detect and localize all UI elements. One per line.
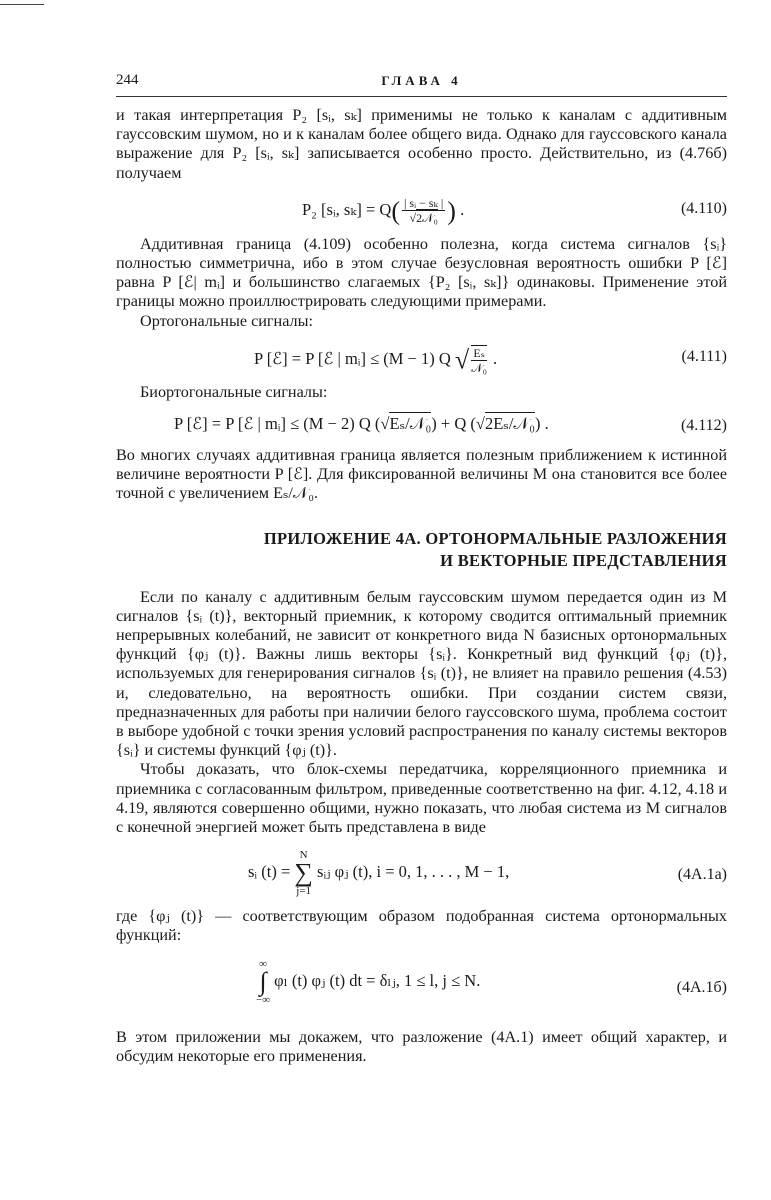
equation-4-112: P [ℰ] = P [ℰ | mᵢ] ≤ (M − 2) Q (√Eₛ/𝒩₀) + Q (√2Eₛ/𝒩₀) . (4.112) [174, 414, 727, 435]
sum-upper-limit: N [299, 849, 308, 862]
equation-4A-1a [116, 841, 727, 903]
eq-4-112-root-a: Eₛ/𝒩₀ [389, 414, 432, 434]
eq-4-111-lhs: P [ℰ] = P [ℰ | mᵢ] ≤ (M − 1) Q [254, 348, 451, 368]
equation-4-111: P [ℰ] = P [ℰ | mᵢ] ≤ (M − 1) Q √ $\frac{\text{Eₛ}}{\text{𝒩₀}}$ . (4.111) [254, 345, 727, 375]
eq-4A-1b-number: (4А.1б) [676, 978, 727, 996]
sum-lower-limit: j=1 [296, 885, 312, 898]
eq-4-112-part-b: ) + Q ( [431, 414, 476, 434]
corner-rule [0, 4, 44, 5]
paragraph-6: Если по каналу с аддитивным белым гауссовским шумом передается один из M сигналов {sᵢ (t)}, векторный приемник, к которому сводится оптимальный приемник непрерывных колебаний, не зависит от конкретного вида N базисных ортонормальных функций {φⱼ (t)}. Важны лишь векторы {sᵢ}. Конкретный вид функций {φⱼ (t)}, используемых для генерирования сигналов {sᵢ (t)}, не влияет на правило решения (4.53) и, следовательно, на вероятность ошибки. При создании систем связи, предназначенных для работы при наличии белого гауссовского шума, проблема состоит в выборе удобной с точки зрения условий распространения по каналу системы векторов {sᵢ} и системы функций {φⱼ (t)}. [116, 587, 727, 760]
paragraph-2: Аддитивная граница (4.109) особенно полезна, когда система сигналов {sᵢ} полностью симметрична, ибо в этом случае безусловная вероятность ошибки P [ℰ] равна P [ℰ| mᵢ] и большинство слагаемых {P₂ [sᵢ, sₖ]} одинаковы. Применение этой границы можно проиллюстрировать следующими примерами. [116, 234, 727, 311]
eq-4-111-number: (4.111) [681, 347, 727, 365]
integral-upper-limit: ∞ [259, 957, 267, 970]
paragraph-3: Ортогональные сигналы: [140, 311, 314, 330]
eq-4-112-root-b: 2Eₛ/𝒩₀ [484, 414, 535, 434]
eq-4-110-number: (4.110) [680, 199, 727, 217]
eq-4-112-number: (4.112) [680, 417, 727, 435]
chapter-title: ГЛАВА 4 [381, 73, 462, 88]
appendix-heading-line-2: И ВЕКТОРНЫЕ ПРЕДСТАВЛЕНИЯ [440, 550, 727, 570]
eq-4A-1a-number: (4А.1а) [677, 866, 727, 884]
equation-4A-1b [116, 950, 727, 1024]
eq-4-111-numerator: Eₛ [471, 347, 487, 361]
integral-lower-limit: −∞ [256, 993, 271, 1006]
eq-4-110-denominator: 2𝒩₀ [416, 210, 438, 225]
page-content [116, 106, 727, 1066]
appendix-heading-line-1: ПРИЛОЖЕНИЕ 4А. ОРТОНОРМАЛЬНЫЕ РАЗЛОЖЕНИЯ [263, 528, 727, 548]
eq-4A-1a-body: sᵢⱼ φⱼ (t), i = 0, 1, . . . , M − 1, [317, 862, 510, 882]
eq-4A-1a-lhs: sᵢ (t) = [248, 862, 291, 882]
running-header [116, 72, 727, 90]
paragraph-5: Во многих случаях аддитивная граница является полезным приближением к истинной величине вероятности P [ℰ]. Для фиксированной величины M она становится все более точной с увеличением Eₛ/𝒩₀. [116, 446, 727, 503]
equation-4-110: P₂ [sᵢ, sₖ] = Q( $\frac{\text{| sᵢ − sₖ |}}{\text{√2𝒩₀}}$ ) . (4.110) [302, 195, 727, 226]
paragraph-8: где {φⱼ (t)} — соответствующим образом подобранная система ортонормальных функций: [116, 907, 727, 945]
integral-operator: ∞ ∫ −∞ [256, 957, 271, 1006]
page-number: 244 [116, 72, 139, 88]
header-rule [116, 96, 727, 97]
sum-operator: N ∑ j=1 [294, 849, 313, 898]
appendix-heading [116, 528, 727, 572]
paragraph-9: В этом приложении мы докажем, что разложение (4А.1) имеет общий характер, и обсудим некоторые его применения. [116, 1027, 727, 1065]
eq-4-112-part-c: ) . [534, 414, 549, 434]
paragraph-1: и такая интерпретация P₂ [sᵢ, sₖ] применимы не только к каналам с аддитивным гауссовским шумом, но и к каналам более общего вида. Однако для гауссовского канала выражение для P₂ [sᵢ, sₖ] записывается особенно просто. Действительно, из (4.76б) получаем [116, 106, 727, 182]
eq-4-110-tail: . [460, 199, 465, 219]
eq-4-111-denominator: 𝒩₀ [471, 360, 487, 375]
eq-4A-1b-body: φₗ (t) φⱼ (t) dt = δₗⱼ, 1 ≤ l, j ≤ N. [274, 970, 481, 990]
eq-4-110-lhs: P₂ [sᵢ, sₖ] = Q [302, 199, 392, 219]
paragraph-7: Чтобы доказать, что блок-схемы передатчика, корреляционного приемника и приемника с согласованным фильтром, приведенные соответственно на фиг. 4.12, 4.18 и 4.19, являются совершенно общими, нужно показать, что любая система из M сигналов с конечной энергией может быть представлена в виде [116, 760, 727, 837]
paragraph-4: Биортогональные сигналы: [140, 382, 328, 401]
eq-4-110-numerator: | sᵢ − sₖ | [404, 195, 444, 210]
eq-4-112-part-a: P [ℰ] = P [ℰ | mᵢ] ≤ (M − 2) Q ( [174, 414, 381, 434]
eq-4-111-tail: . [493, 348, 498, 368]
